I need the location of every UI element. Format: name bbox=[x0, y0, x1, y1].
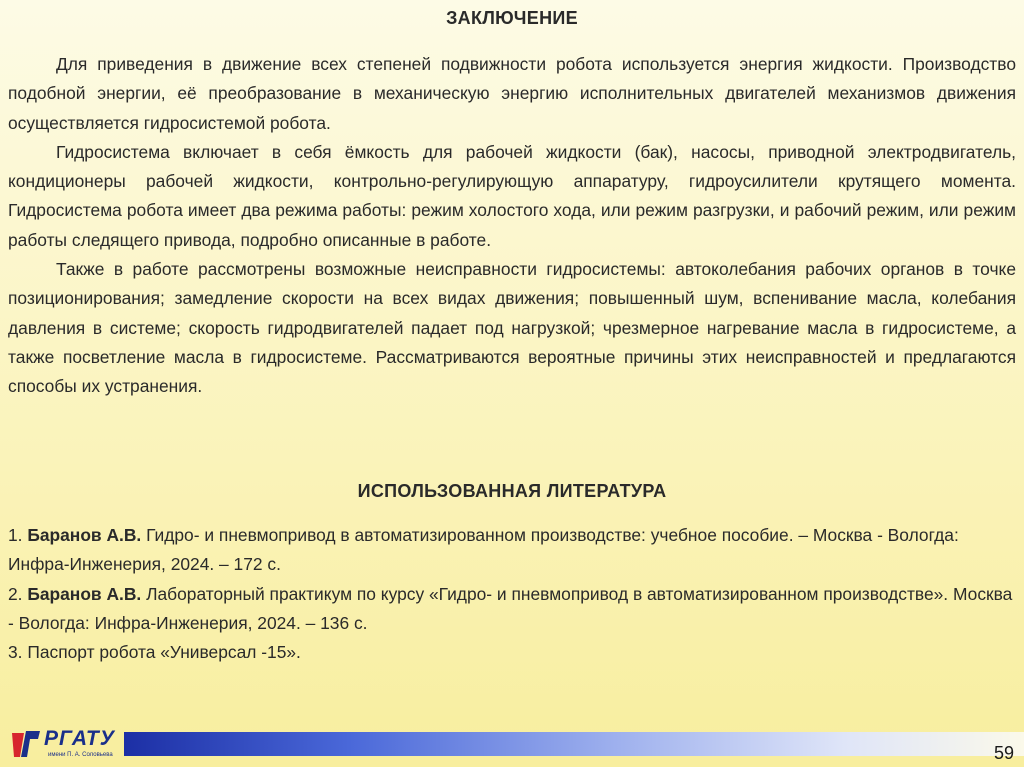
conclusion-paragraph: Также в работе рассмотрены возможные неисправности гидросистемы: автоколебания рабочих органов в точке позиционирования; замедление скорости на всех видах движения; повышенный шум, вспенивание масла, колебания давления в системе; скорость гидродвигателей падает под нагрузкой; чрезмерное нагревание масла в гидросистеме, а также посветление масла в гидросистеме. Рассматриваются вероятные причины этих неисправностей и предлагаются способы их устранения. bbox=[8, 259, 1016, 397]
reference-item bbox=[8, 638, 1016, 667]
reference-number: 1. bbox=[8, 525, 28, 545]
university-logo bbox=[8, 727, 128, 763]
reference-author: Баранов А.В. bbox=[27, 583, 142, 604]
logo-subtitle: имени П. А. Соловьева bbox=[48, 752, 113, 758]
conclusion-paragraph: Гидросистема включает в себя ёмкость для рабочей жидкости (бак), насосы, приводной электродвигатель, кондиционеры рабочей жидкости, контрольно-регулирующую аппаратуру, гидроусилители крутящего момента. Гидросистема робота имеет два режима работы: режим холостого хода, или режим разгрузки, и рабочий режим, или режим работы следящего привода, подробно описанные в работе. bbox=[8, 141, 1016, 250]
logo-text: РГАТУ bbox=[44, 727, 115, 750]
reference-item bbox=[8, 521, 1016, 580]
logo-mark-icon bbox=[8, 727, 42, 761]
reference-list bbox=[8, 521, 1016, 667]
conclusion-heading: ЗАКЛЮЧЕНИЕ bbox=[446, 8, 578, 28]
reference-item bbox=[8, 580, 1016, 639]
conclusion-paragraph: Для приведения в движение всех степеней подвижности робота используется энергия жидкости. Производство подобной энергии, её преобразование в механическую энергию исполнительных двигателей механизмов движения осуществляется гидросистемой робота. bbox=[8, 54, 1016, 133]
footer bbox=[0, 725, 1024, 767]
reference-text: Гидро- и пневмопривод в автоматизированном производстве: учебное пособие. – Москва - Вологда: Инфра-Инженерия, 2024. – 172 с. bbox=[8, 525, 959, 575]
reference-number: 3. bbox=[8, 642, 28, 663]
reference-text: Паспорт робота «Универсал -15». bbox=[27, 642, 301, 663]
reference-number: 2. bbox=[8, 583, 28, 604]
footer-stripe bbox=[124, 732, 1024, 756]
reference-text: Лабораторный практикум по курсу «Гидро- и пневмопривод в автоматизированном производстве». Москва - Вологда: Инфра-Инженерия, 2024. – 136 с. bbox=[8, 583, 1013, 633]
page-number: 59 bbox=[993, 743, 1014, 763]
reference-author: Баранов А.В. bbox=[27, 525, 142, 545]
literature-heading: ИСПОЛЬЗОВАННАЯ ЛИТЕРАТУРА bbox=[357, 481, 667, 501]
conclusion-body bbox=[8, 50, 1016, 402]
